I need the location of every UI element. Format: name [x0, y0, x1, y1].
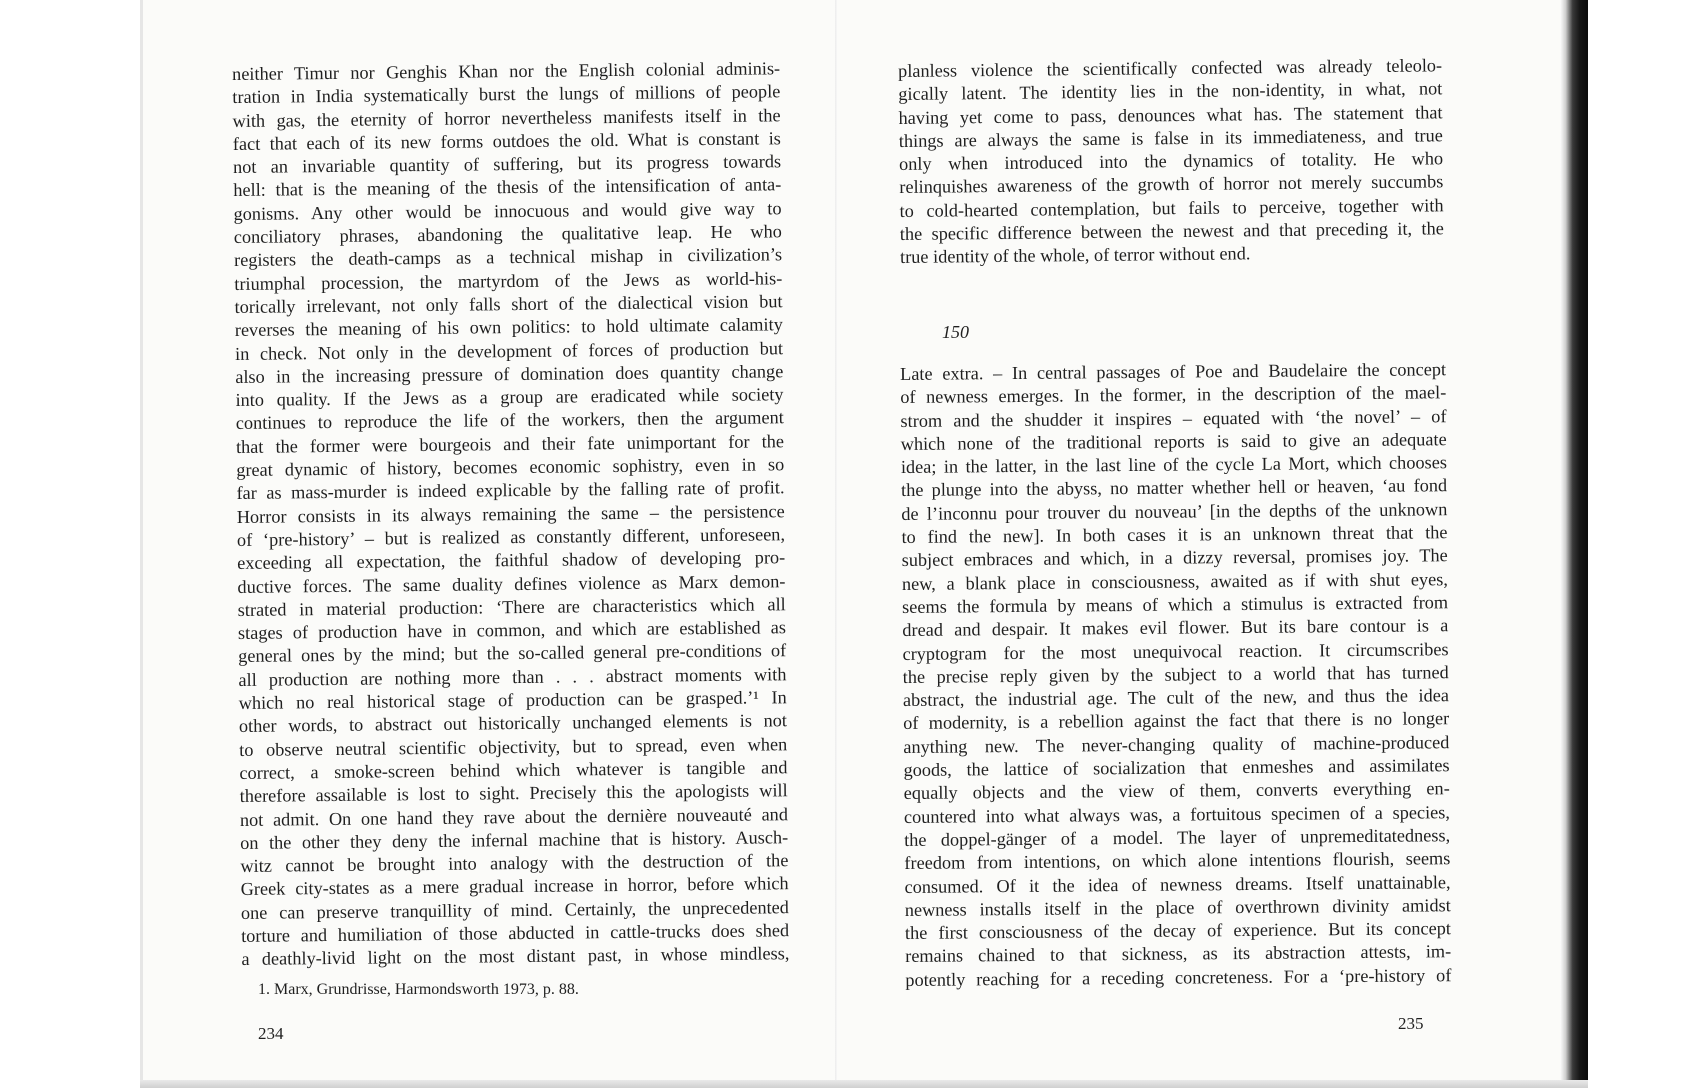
text-line: that the former were bourgeois and their fate unimportant for the: [235, 430, 785, 457]
text-line: Greek city-states as a mere gradual increase in horror, before which: [240, 873, 789, 900]
text-line: far as mass-murder is indeed explicable by the falling rate of profit.: [236, 477, 785, 504]
text-line: reverses the meaning of his own politics: to hold ultimate calamity: [234, 314, 783, 341]
text-line: gonisms. Any other would be innocuous and would give way to: [233, 198, 782, 224]
text-line: the precise reply given by the subject to a world that has turned: [902, 662, 1449, 687]
text-line: only when introduced into the dynamics of totality. He who: [898, 148, 1444, 175]
text-line: torture and humiliation of those abducted in cattle-trucks does shed: [241, 920, 790, 946]
text-line: ductive forces. The same duality defines violence as Marx demon-: [237, 570, 786, 597]
text-line: planless violence the scientifically confected was already teleolo-: [898, 55, 1443, 81]
text-line: hell: that is the meaning of the thesis of the intensification of anta-: [233, 174, 782, 201]
text-line: to cold-hearted contemplation, but fails to perceive, together with: [899, 195, 1444, 221]
text-line: anything new. The never-changing quality of machine-produced: [903, 731, 1450, 757]
text-line: correct, a smoke-screen behind which whatever is tangible and: [239, 757, 788, 783]
text-line: general ones by the mind; but the so-called general pre-conditions of: [238, 640, 787, 667]
page-number-right: 235: [1398, 1014, 1424, 1033]
text-line: stages of production have in common, and which are established as: [237, 617, 787, 644]
text-line: the plunge into the abyss, no matter whether hell or heaven, ‘au fond: [901, 475, 1448, 501]
text-line: which none of the traditional reports is said to give an adequate: [900, 429, 1447, 454]
text-line: remains chained to that sickness, as its abstraction attests, im-: [905, 941, 1452, 967]
text-line: equally objects and the view of them, converts everything en-: [903, 778, 1450, 804]
text-line: having yet come to pass, denounces what has. The statement that: [898, 101, 1443, 128]
text-line: also in the increasing pressure of domination does quantity change: [235, 361, 784, 387]
text-line: of ‘pre-history’ – but is realized as constantly different, unforeseen,: [236, 524, 786, 550]
text-line: in check. Not only in the development of forces of production but: [234, 337, 784, 364]
text-line: idea; in the latter, in the last line of the cycle La Mort, which chooses: [900, 452, 1447, 478]
book-gutter: [835, 0, 837, 1088]
text-line: of newness emerges. In the former, in the description of the mael-: [900, 382, 1447, 408]
text-line: gically latent. The identity lies in the non-identity, in what, not: [898, 78, 1443, 105]
text-line: things are always the same is false in its immediateness, and true: [898, 125, 1443, 151]
text-line: triumphal procession, the martyrdom of the Jews as world-his-: [234, 267, 783, 294]
text-line: strom and the shudder it inspires – equated with ‘the novel’ – of: [900, 405, 1447, 431]
text-line: countered into what always was, a fortuitous specimen of a species,: [903, 801, 1451, 827]
text-line: on the other they deny the infernal machine that is history. Ausch-: [240, 827, 789, 853]
page-edge-shadow: [1560, 0, 1588, 1088]
left-binding-edge: [140, 0, 143, 1088]
text-line: all production are nothing more than . . . abstract moments with: [238, 663, 787, 690]
text-line: new, a blank place in consciousness, awaited as if with shut eyes,: [901, 568, 1448, 594]
text-line: continues to reproduce the life of the workers, then the argument: [235, 407, 784, 434]
text-line: tration in India systematically burst the lungs of millions of people: [232, 81, 781, 108]
text-line: fact that each of its new forms outdoes the old. What is constant is: [232, 128, 781, 154]
text-line: abstract, the industrial age. The cult of the new, and thus the idea: [902, 685, 1450, 711]
text-line: other words, to abstract out historically unchanged elements is not: [238, 710, 788, 737]
text-line: torically irrelevant, not only falls short of the dialectical vision but: [234, 291, 783, 317]
text-line: witz cannot be brought into analogy with the destruction of the: [240, 850, 789, 877]
text-line: registers the death-camps as a technical mishap in civilization’s: [233, 244, 783, 271]
right-page-top-text: [898, 54, 1444, 269]
text-line: great dynamic of history, becomes economic sophistry, even in so: [236, 454, 785, 481]
footnote: 1. Marx, Grundrisse, Harmondsworth 1973, p. 88.: [258, 981, 579, 998]
text-line: strated in material production: ‘There are characteristics which all: [237, 594, 786, 620]
text-line: a deathly-livid light on the most distant past, in whose mindless,: [241, 943, 790, 970]
text-line: into quality. If the Jews as a group are eradicated while society: [235, 384, 784, 411]
text-line: subject embraces and which, in a dizzy reversal, promises joy. The: [901, 545, 1448, 571]
right-page-main-text: [900, 358, 1451, 992]
text-line: true identity of the whole, of terror without end.: [899, 243, 1251, 268]
page-number-left: 234: [258, 1024, 284, 1043]
text-line: with gas, the eternity of horror nevertheless manifests itself in the: [232, 104, 781, 131]
text-line: cryptogram for the most unequivocal reaction. It circumscribes: [902, 638, 1449, 664]
text-line: not admit. On one hand they rave about the dernière nouveauté and: [239, 803, 788, 830]
section-number: 150: [942, 322, 969, 342]
text-line: goods, the lattice of socialization that enmeshes and assimilates: [903, 755, 1450, 781]
text-line: the first consciousness of the decay of experience. But its concept: [904, 918, 1452, 944]
text-line: dread and despair. It makes evil flower. But its bare contour is a: [902, 615, 1449, 641]
text-line: relinquishes awareness of the growth of horror not merely succumbs: [899, 171, 1444, 198]
text-line: freedom from intentions, on which alone intentions flourish, seems: [904, 848, 1451, 874]
text-line: conciliatory phrases, abandoning the qualitative leap. He who: [233, 221, 782, 248]
text-line: which no real historical stage of production can be grasped.’¹ In: [238, 687, 787, 713]
text-line: to find the new]. In both cases it is an unknown threat that the: [901, 522, 1448, 548]
text-line: one can preserve tranquillity of mind. Certainly, the unprecedented: [240, 896, 789, 923]
bottom-edge-shadow: [140, 1080, 1588, 1088]
text-line: newness installs itself in the place of overthrown divinity amidst: [904, 895, 1451, 920]
text-line: the doppel-gänger of a model. The layer of unpremeditatedness,: [904, 825, 1451, 850]
text-line: therefore assailable is lost to sight. Precisely this the apologists will: [239, 780, 788, 807]
text-line: Late extra. – In central passages of Poe and Baudelaire the concept: [900, 359, 1447, 384]
text-line: de l’inconnu pour trouver du nouveau’ [in the depths of the unknown: [901, 499, 1448, 524]
text-line: neither Timur nor Genghis Khan nor the English colonial adminis-: [232, 58, 781, 84]
text-line: of modernity, is a rebellion against the fact that there is no longer: [903, 708, 1450, 734]
text-line: exceeding all expectation, the faithful shadow of developing pro-: [237, 547, 786, 574]
text-line: Horror consists in its always remaining the same – the persistence: [236, 500, 785, 527]
text-line: potently reaching for a receding concreteness. For a ‘pre-history of: [905, 964, 1452, 990]
text-line: to observe neutral scientific objectivity, but to spread, even when: [239, 733, 788, 760]
text-line: the specific difference between the newest and that preceding it, the: [899, 218, 1444, 245]
text-line: consumed. Of it the idea of newness dreams. Itself unattainable,: [904, 871, 1451, 897]
left-page-text: [232, 57, 789, 971]
text-line: not an invariable quantity of suffering, but its progress towards: [232, 151, 782, 178]
text-line: seems the formula by means of which a stimulus is extracted from: [902, 592, 1449, 617]
